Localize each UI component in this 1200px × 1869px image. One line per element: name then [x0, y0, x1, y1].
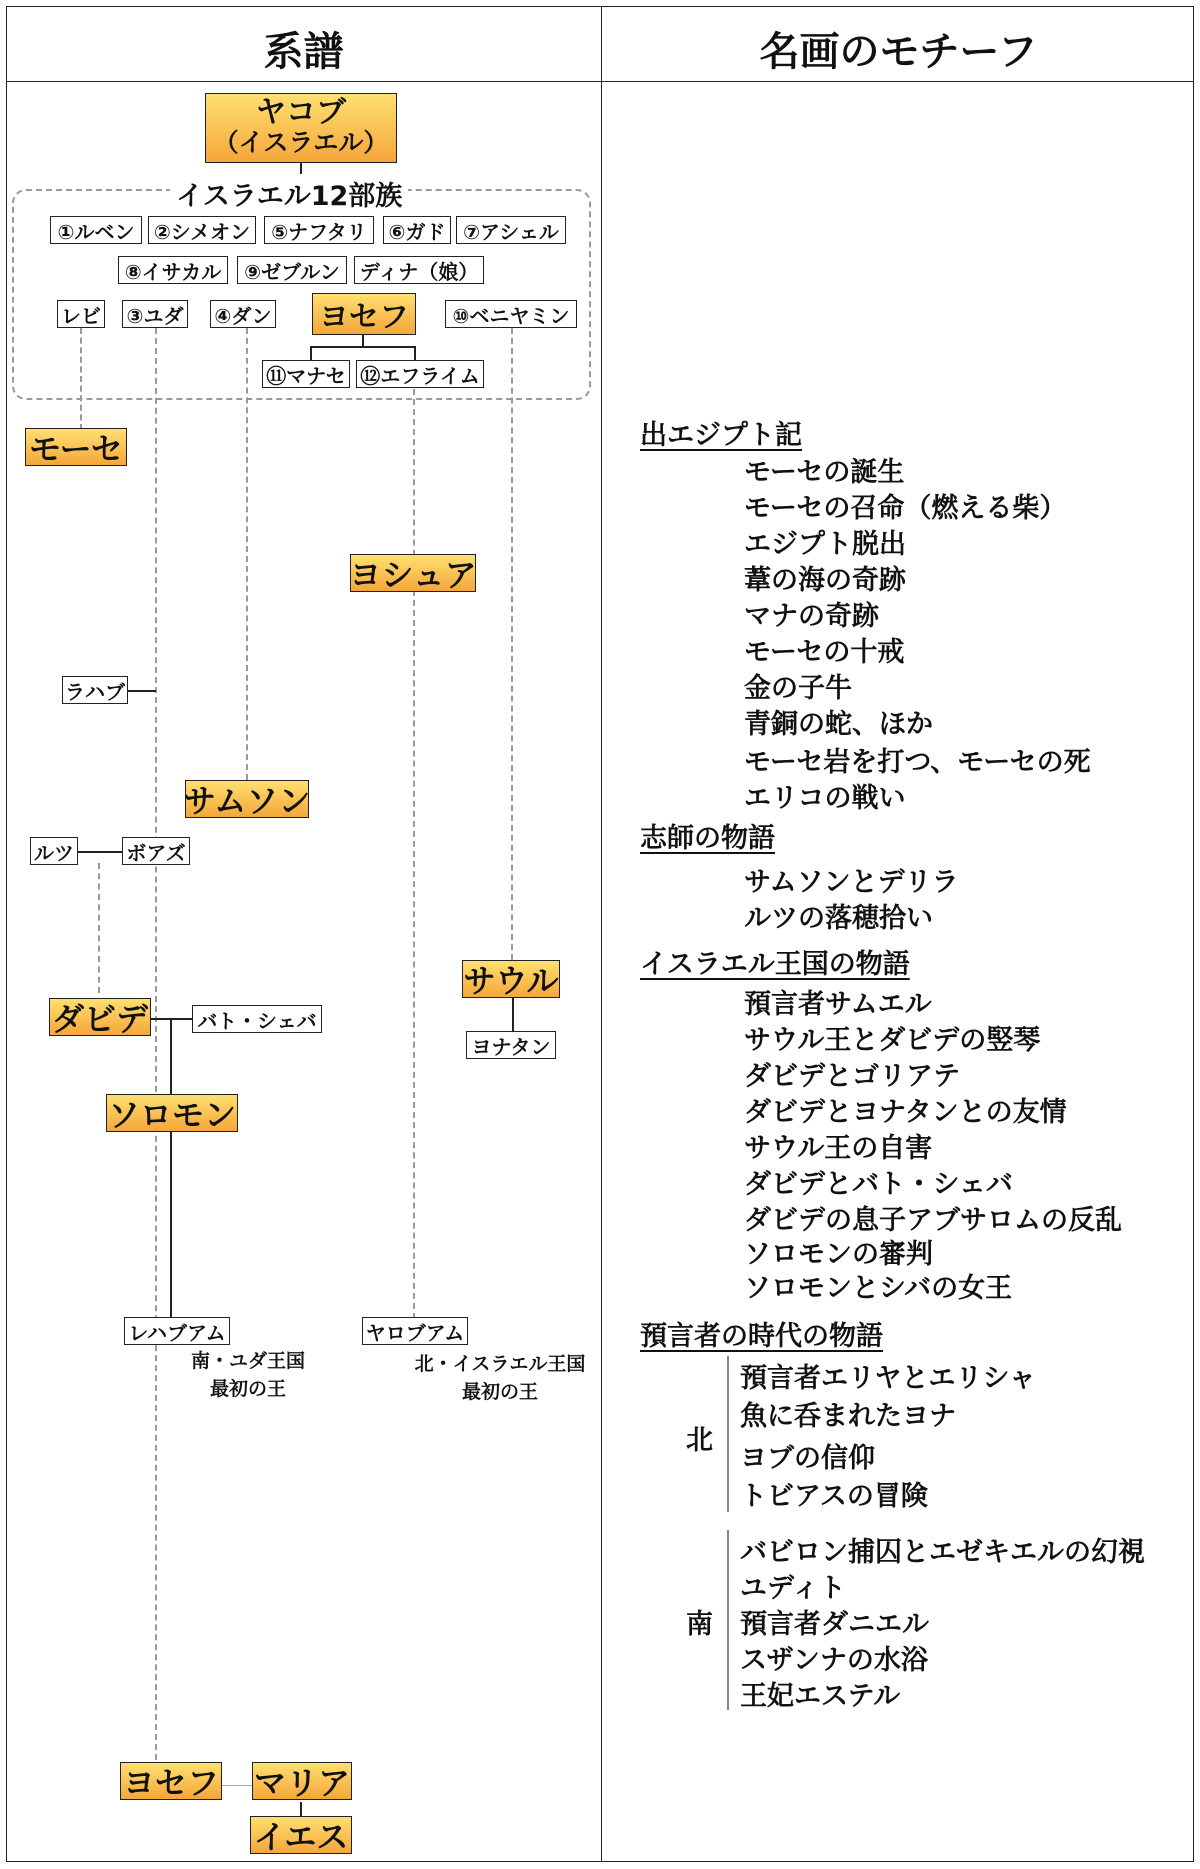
node-joseph-nt: ヨセフ: [120, 1762, 222, 1800]
node-boaz: ボアズ: [122, 837, 190, 865]
node-tribe-ephraim: ⑫エフライム: [356, 360, 484, 388]
node-tribe-levi: レビ: [57, 300, 105, 328]
node-jeroboam: ヤロブアム: [362, 1317, 468, 1345]
node-rahab: ラハブ: [62, 676, 128, 704]
note-north-kingdom: [400, 1350, 600, 1406]
link-joseph-mary: [222, 1785, 252, 1786]
motif-item: サウル王とダビデの竪琴: [744, 1025, 1041, 1056]
node-jesus: イエス: [250, 1816, 352, 1854]
motif-item: ダビデの息子アブサロムの反乱: [744, 1205, 1122, 1236]
node-tribe-simeon: ②シメオン: [148, 216, 256, 244]
motif-item: ルツの落穂拾い: [744, 903, 933, 934]
node-tribe-zebulun: ⑨ゼブルン: [237, 256, 347, 284]
node-bathsheba: バト・シェバ: [192, 1005, 322, 1033]
node-tribe-naphtali: ⑤ナフタリ: [264, 216, 374, 244]
motif-item: ダビデとゴリアテ: [744, 1061, 960, 1092]
node-jacob: [205, 93, 397, 163]
jacob-alias: （イスラエル）: [213, 128, 389, 157]
node-david: ダビデ: [49, 998, 151, 1036]
motif-item: ダビデとヨナタンとの友情: [744, 1097, 1067, 1128]
node-tribe-benjamin: ⑩ベニヤミン: [445, 300, 577, 328]
motif-item: モーセの誕生: [744, 457, 905, 488]
motif-item: サムソンとデリラ: [744, 867, 959, 898]
motif-item: 預言者エリヤとエリシャ: [740, 1363, 1036, 1394]
line-saul-jonathan: [512, 997, 514, 1033]
south-first-king: 最初の王: [209, 1378, 286, 1400]
motif-item: ソロモンの審判: [744, 1239, 933, 1270]
south-bracket: [727, 1530, 729, 1710]
line-ephraim-jeroboam: [413, 389, 415, 1329]
motif-item: ソロモンとシバの女王: [744, 1273, 1013, 1304]
link-ruth-boaz: [78, 851, 122, 853]
node-saul: サウル: [463, 962, 559, 1000]
motif-item: ヨブの信仰: [740, 1443, 875, 1474]
column-divider: [601, 6, 602, 1862]
node-tribe-issachar: ⑧イサカル: [118, 256, 228, 284]
section-judges-title: 志師の物語: [640, 823, 775, 854]
link-rahab: [128, 690, 156, 692]
node-tribe-gad: ⑥ガド: [383, 216, 451, 244]
motifs-header: 名画のモチーフ: [759, 29, 1038, 75]
motif-item: 魚に呑まれたヨナ: [740, 1401, 956, 1432]
node-samson: サムソン: [183, 782, 311, 820]
node-tribe-dan: ④ダン: [210, 300, 276, 328]
motif-item: 金の子牛: [744, 673, 852, 704]
motif-item: マナの奇跡: [744, 601, 879, 632]
node-joshua: ヨシュア: [349, 556, 477, 594]
node-tribe-asher: ⑦アシェル: [456, 216, 566, 244]
genealogy-header: 系譜: [263, 29, 344, 75]
node-tribe-dinah: ディナ（娘）: [354, 256, 484, 284]
node-rehoboam: レハブアム: [124, 1317, 230, 1345]
motif-item: ユディト: [740, 1573, 846, 1604]
motif-item: バビロン捕囚とエゼキエルの幻視: [740, 1537, 1145, 1568]
motif-item: モーセの召命（燃える柴）: [744, 493, 1067, 524]
motif-item: エジプト脱出: [744, 529, 906, 560]
motif-item: 青銅の蛇、ほか: [744, 709, 933, 740]
motif-item: サウル王の自害: [744, 1133, 933, 1164]
motif-item: ダビデとバト・シェバ: [744, 1169, 1013, 1200]
motif-item: エリコの戦い: [744, 783, 906, 814]
north-kingdom-label: 北・イスラエル王国: [414, 1353, 586, 1375]
line-david-rehoboam: [170, 1018, 172, 1332]
line-benjamin-saul: [511, 328, 513, 960]
section-kingdom-title: イスラエル王国の物語: [640, 949, 910, 980]
north-label: 北: [686, 1425, 713, 1456]
section-prophets-title: 預言者の時代の物語: [640, 1321, 883, 1352]
north-first-king: 最初の王: [461, 1381, 538, 1403]
header-divider: [6, 81, 1194, 82]
motif-item: 王妃エステル: [740, 1681, 901, 1712]
motif-item: トビアスの冒険: [740, 1481, 928, 1512]
line-judah-joseph: [155, 328, 157, 1760]
jacob-name: ヤコブ: [256, 95, 346, 130]
node-mary: マリア: [254, 1764, 351, 1802]
node-tribe-manasseh: ⑪マナセ: [262, 360, 350, 388]
south-kingdom-label: 南・ユダ王国: [190, 1350, 305, 1372]
node-jonathan: ヨナタン: [466, 1031, 556, 1059]
motif-item: 預言者ダニエル: [740, 1609, 929, 1640]
twelve-tribes-title: イスラエル12部族: [170, 174, 408, 213]
motif-item: スザンナの水浴: [740, 1645, 928, 1676]
south-label: 南: [686, 1609, 713, 1640]
motif-item: モーセの十戒: [744, 637, 905, 668]
section-exodus-title: 出エジプト記: [640, 420, 802, 451]
note-south-kingdom: [175, 1347, 321, 1403]
motif-item: 葦の海の奇跡: [744, 565, 906, 596]
motif-item: モーセ岩を打つ、モーセの死: [744, 747, 1091, 778]
north-bracket: [727, 1356, 729, 1512]
node-solomon: ソロモン: [108, 1096, 237, 1134]
node-tribe-reuben: ①ルベン: [50, 216, 142, 244]
node-tribe-joseph: ヨセフ: [312, 293, 416, 335]
node-ruth: ルツ: [30, 837, 78, 865]
line-ruth-david: [98, 863, 100, 993]
motif-item: 預言者サムエル: [744, 989, 932, 1020]
node-tribe-judah: ③ユダ: [122, 300, 188, 328]
node-moses: モーセ: [25, 428, 127, 466]
